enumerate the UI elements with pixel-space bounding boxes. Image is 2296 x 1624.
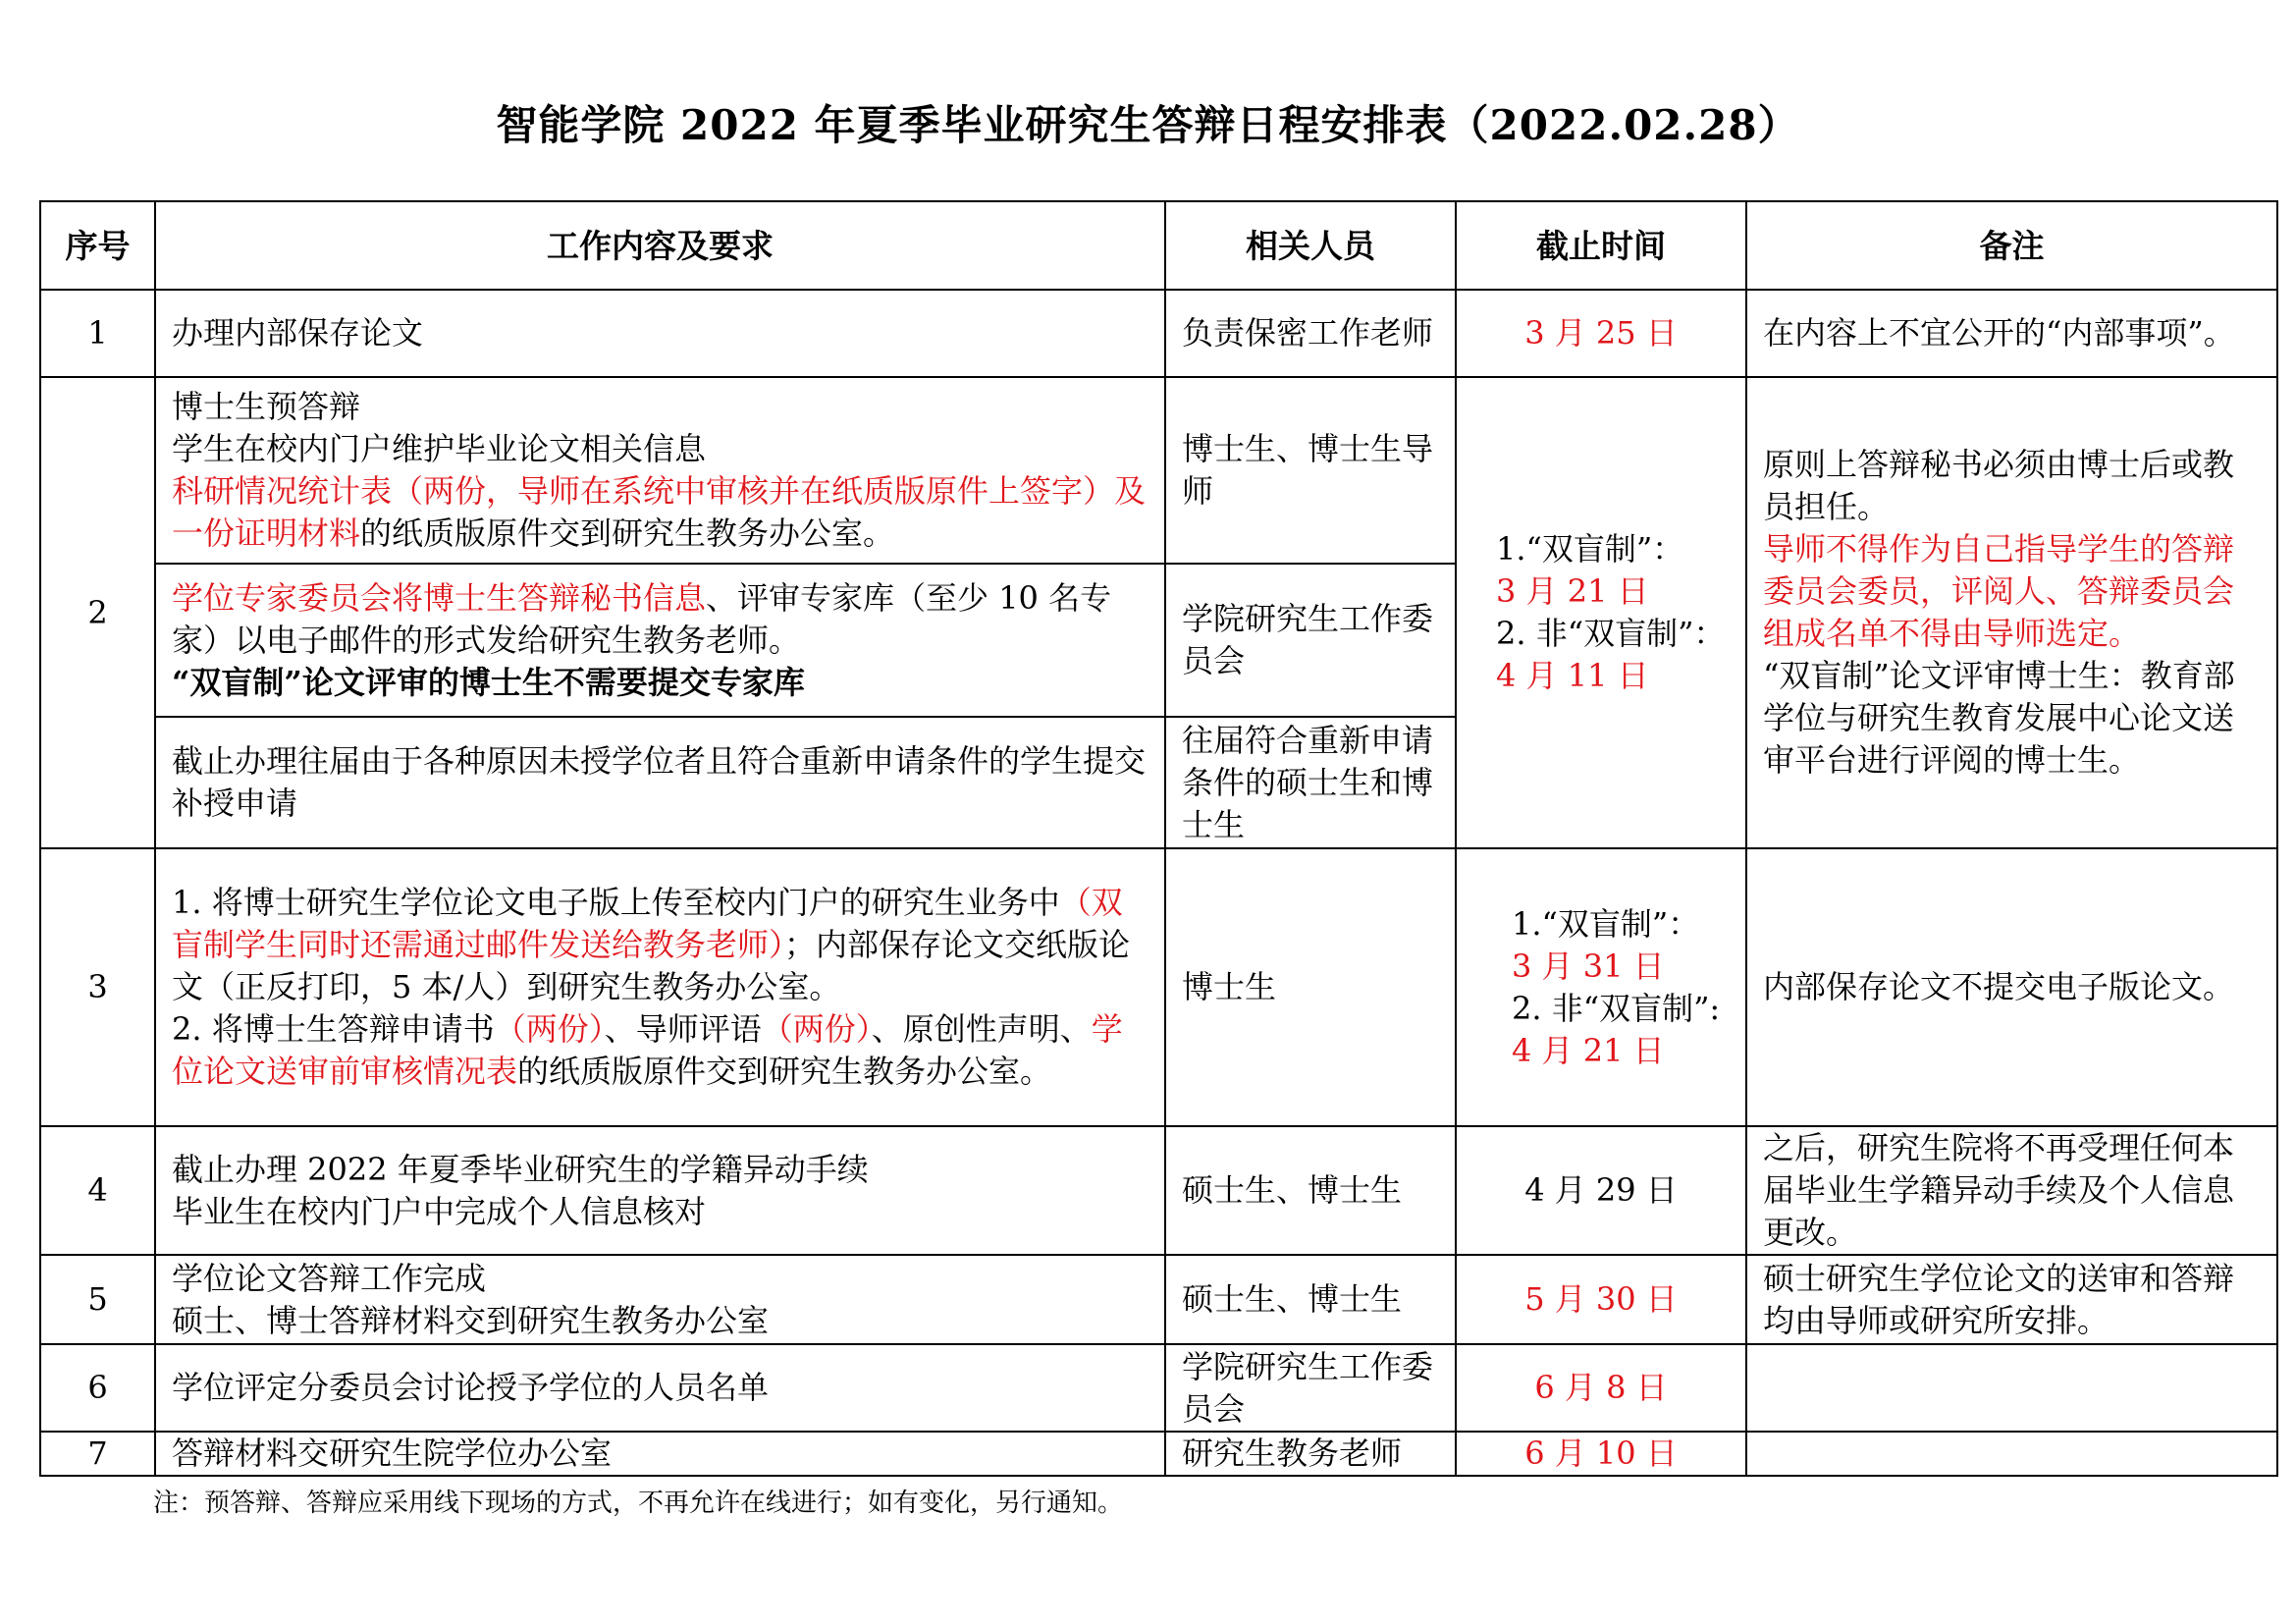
content-line: 毕业生在校内门户中完成个人信息核对 (172, 1192, 707, 1230)
content-line: 博士生预答辩 (172, 388, 361, 425)
row-note (1746, 377, 2277, 848)
header-note: 备注 (1746, 201, 2277, 290)
row-people: 博士生 (1165, 848, 1456, 1126)
header-seq: 序号 (40, 201, 155, 290)
content-highlight: （两份） (761, 1010, 872, 1048)
row-deadline (1456, 377, 1746, 848)
row-deadline (1456, 848, 1746, 1126)
row-people: 往届符合重新申请条件的硕士生和博士生 (1165, 717, 1456, 848)
table-row (40, 1344, 2277, 1432)
note-text: “双盲制”论文评审博士生：教育部学位与研究生教育发展中心论文送审平台进行评阅的博士生。 (1763, 657, 2235, 779)
deadline-label: 1.“双盲制”： (1512, 904, 1700, 943)
deadline-date: 3 月 21 日 (1496, 572, 1649, 610)
content-highlight: （两份） (494, 1010, 605, 1048)
deadline-label: 2. 非“双盲制”： (1496, 615, 1726, 652)
row-number: 3 (40, 848, 155, 1126)
content-line: 截止办理 2022 年夏季毕业研究生的学籍异动手续 (172, 1150, 869, 1188)
row-note: 之后，研究生院将不再受理任何本届毕业生学籍异动手续及个人信息更改。 (1746, 1126, 2277, 1255)
row-number: 7 (40, 1432, 155, 1476)
row-number: 1 (40, 290, 155, 377)
note-text: 原则上答辩秘书必须由博士后或教员担任。 (1763, 446, 2235, 525)
content-text: ；内部保存论文交纸版论文（正反打印，5 本/人）到研究生教务办公室。 (172, 926, 1131, 1005)
deadline-date: 4 月 21 日 (1512, 1031, 1665, 1069)
row-note: 硕士研究生学位论文的送审和答辩均由导师或研究所安排。 (1746, 1255, 2277, 1344)
header-row (40, 201, 2277, 290)
row-content: 学位评定分委员会讨论授予学位的人员名单 (155, 1344, 1165, 1432)
content-text: 、导师评语 (604, 1010, 762, 1048)
content-line: 学生在校内门户维护毕业论文相关信息 (172, 430, 707, 467)
deadline-date: 3 月 31 日 (1512, 947, 1665, 985)
content-highlight: 科研情况统计表（两份，导师在系统中审核并在纸质版原件上签字）及一份证明材料 (172, 472, 1147, 552)
header-deadline: 截止时间 (1456, 201, 1746, 290)
row-people: 硕士生、博士生 (1165, 1126, 1456, 1255)
schedule-table (39, 200, 2278, 1477)
content-line: 硕士、博士答辩材料交到研究生教务办公室 (172, 1301, 770, 1339)
header-content: 工作内容及要求 (155, 201, 1165, 290)
row-number: 6 (40, 1344, 155, 1432)
table-row (40, 1255, 2277, 1344)
row-content (155, 564, 1165, 717)
row-content (155, 1126, 1165, 1255)
row-number: 4 (40, 1126, 155, 1255)
header-people: 相关人员 (1165, 201, 1456, 290)
footnote: 注：预答辩、答辩应采用线下现场的方式，不再允许在线进行；如有变化，另行通知。 (153, 1489, 1124, 1518)
row-deadline: 6 月 8 日 (1456, 1344, 1746, 1432)
content-text: 2. 将博士生答辩申请书 (172, 1010, 495, 1048)
note-highlight: 导师不得作为自己指导学生的答辩委员会委员，评阅人、答辩委员会组成名单不得由导师选定。 (1763, 530, 2235, 652)
content-highlight: （双盲制学生同时还需通过邮件发送给教务老师） (172, 884, 1123, 963)
deadline-date: 4 月 11 日 (1496, 657, 1649, 694)
row-content: 截止办理往届由于各种原因未授学位者且符合重新申请条件的学生提交补授申请 (155, 717, 1165, 848)
row-deadline: 6 月 10 日 (1456, 1432, 1746, 1476)
row-people: 硕士生、博士生 (1165, 1255, 1456, 1344)
row-people: 博士生、博士生导师 (1165, 377, 1456, 564)
content-highlight: 学位论文送审前审核情况表 (172, 1010, 1123, 1090)
content-text: 的纸质版原件交到研究生教务办公室。 (360, 514, 895, 552)
table-row (40, 848, 2277, 1126)
deadline-label: 1.“双盲制”： (1496, 530, 1684, 568)
row-note: 内部保存论文不提交电子版论文。 (1746, 848, 2277, 1126)
content-emphasis: “双盲制”论文评审的博士生不需要提交专家库 (172, 663, 805, 701)
row-deadline: 5 月 30 日 (1456, 1255, 1746, 1344)
row-people: 学院研究生工作委员会 (1165, 1344, 1456, 1432)
row-content: 办理内部保存论文 (155, 290, 1165, 377)
row-note: 在内容上不宜公开的“内部事项”。 (1746, 290, 2277, 377)
content-text: 、原创性声明、 (871, 1010, 1092, 1048)
row-people: 研究生教务老师 (1165, 1432, 1456, 1476)
table-row (40, 290, 2277, 377)
content-line: 学位论文答辩工作完成 (172, 1259, 487, 1297)
row-people: 学院研究生工作委员会 (1165, 564, 1456, 717)
row-deadline: 4 月 29 日 (1456, 1126, 1746, 1255)
content-highlight: 学位专家委员会将博士生答辩秘书信息 (172, 578, 707, 617)
content-text: 1. 将博士研究生学位论文电子版上传至校内门户的研究生业务中 (172, 884, 1060, 921)
row-content (155, 848, 1165, 1126)
row-content (155, 377, 1165, 564)
row-content (155, 1255, 1165, 1344)
table-row (40, 1432, 2277, 1476)
row-content: 答辩材料交研究生院学位办公室 (155, 1432, 1165, 1476)
deadline-label: 2. 非“双盲制”: (1512, 989, 1721, 1027)
table-row (40, 377, 2277, 564)
content-text: 、评审专家库（至少 10 名专家）以电子邮件的形式发给研究生教务老师。 (172, 578, 1112, 659)
row-note (1746, 1432, 2277, 1476)
page-title: 智能学院 2022 年夏季毕业研究生答辩日程安排表（2022.02.28） (496, 101, 1800, 149)
row-number: 2 (40, 377, 155, 848)
table-row (40, 1126, 2277, 1255)
row-people: 负责保密工作老师 (1165, 290, 1456, 377)
row-deadline: 3 月 25 日 (1456, 290, 1746, 377)
row-number: 5 (40, 1255, 155, 1344)
row-note (1746, 1344, 2277, 1432)
content-text: 的纸质版原件交到研究生教务办公室。 (517, 1053, 1052, 1090)
